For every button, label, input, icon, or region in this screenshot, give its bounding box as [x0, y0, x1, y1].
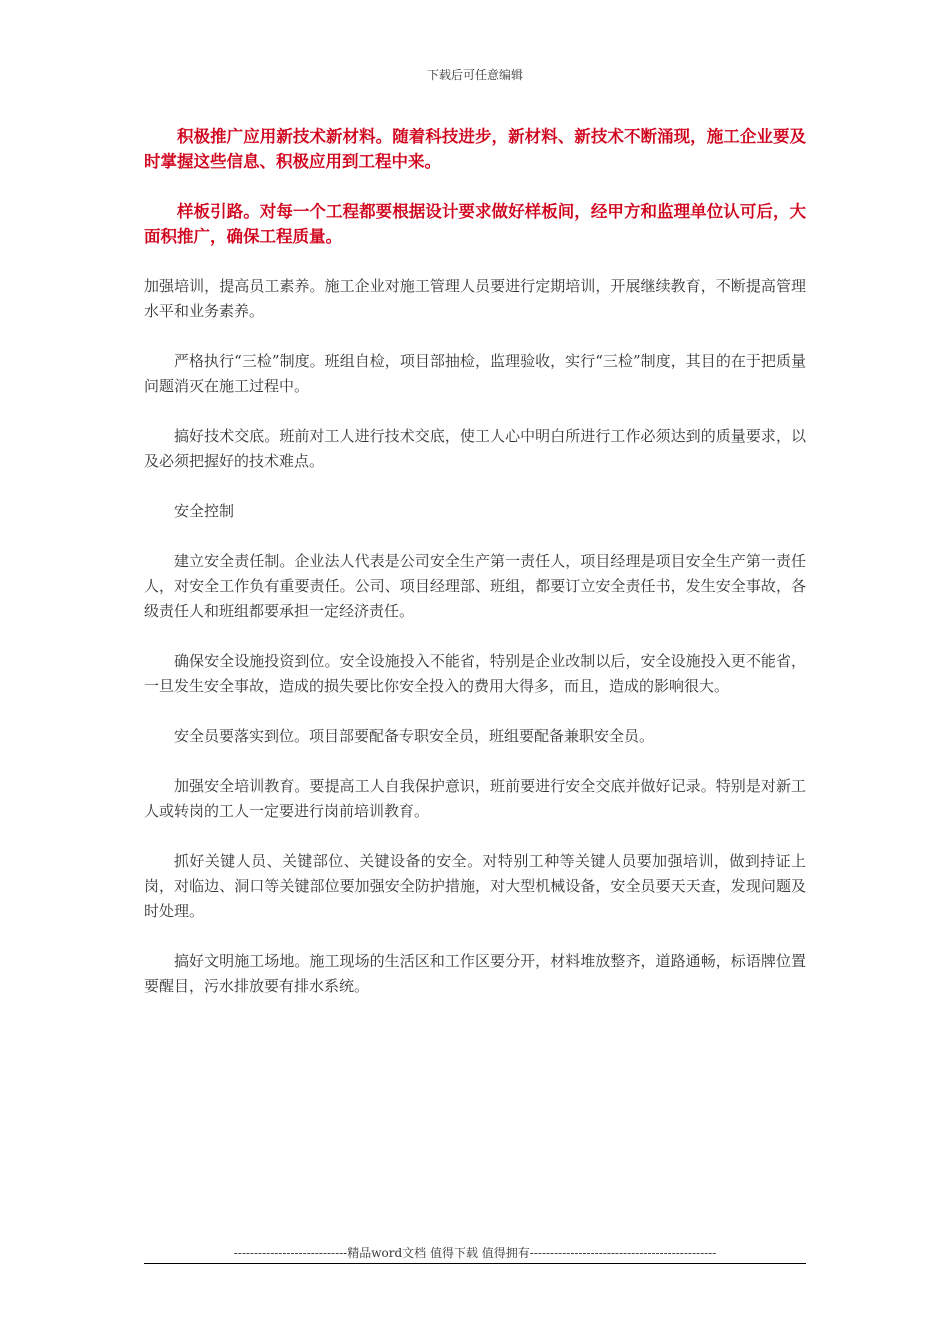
document-body	[144, 124, 806, 999]
paragraph-civilized-site: 搞好文明施工场地。施工现场的生活区和工作区要分开，材料堆放整齐，道路通畅，标语牌位置要醒目，污水排放要有排水系统。	[144, 952, 806, 995]
paragraph-safety-investment: 确保安全设施投资到位。安全设施投入不能省，特别是企业改制以后，安全设施投入更不能省，一旦发生安全事故，造成的损失要比你安全投入的费用大得多，而且，造成的影响很大。	[144, 652, 806, 695]
section-heading-safety-control: 安全控制	[174, 502, 235, 520]
paragraph-three-checks: 严格执行“三检”制度。班组自检，项目部抽检，监理验收，实行“三检”制度，其目的在于把质量问题消灭在施工过程中。	[144, 352, 806, 395]
paragraph-technical-briefing: 搞好技术交底。班前对工人进行技术交底，使工人心中明白所进行工作必须达到的质量要求，以及必须把握好的技术难点。	[144, 427, 806, 470]
paragraph-new-technology: 积极推广应用新技术新材料。随着科技进步，新材料、新技术不断涌现，施工企业要及时掌握这些信息、积极应用到工程中来。	[144, 127, 806, 171]
paragraph-training: 加强培训，提高员工素养。施工企业对施工管理人员要进行定期培训，开展继续教育，不断提高管理水平和业务素养。	[144, 277, 806, 320]
page-header-note: 下载后可任意编辑	[426, 68, 523, 82]
paragraph-sample-room: 样板引路。对每一个工程都要根据设计要求做好样板间，经甲方和监理单位认可后，大面积推广，确保工程质量。	[144, 202, 806, 246]
footer-divider	[144, 1263, 806, 1264]
page-footer: ----------------------------精品word文档 值得下载 值得拥有----------------------------------------------	[233, 1246, 717, 1260]
paragraph-safety-officer: 安全员要落实到位。项目部要配备专职安全员，班组要配备兼职安全员。	[174, 727, 655, 745]
paragraph-safety-training: 加强安全培训教育。要提高工人自我保护意识，班前要进行安全交底并做好记录。特别是对新工人或转岗的工人一定要进行岗前培训教育。	[144, 777, 806, 820]
paragraph-key-safety: 抓好关键人员、关键部位、关键设备的安全。对特别工种等关键人员要加强培训，做到持证上岗，对临边、洞口等关键部位要加强安全防护措施，对大型机械设备，安全员要天天查，发现问题及时处理。	[144, 852, 806, 920]
paragraph-safety-responsibility: 建立安全责任制。企业法人代表是公司安全生产第一责任人，项目经理是项目安全生产第一责任人，对安全工作负有重要责任。公司、项目经理部、班组，都要订立安全责任书，发生安全事故，各级责任人和班组都要承担一定经济责任。	[144, 552, 806, 620]
